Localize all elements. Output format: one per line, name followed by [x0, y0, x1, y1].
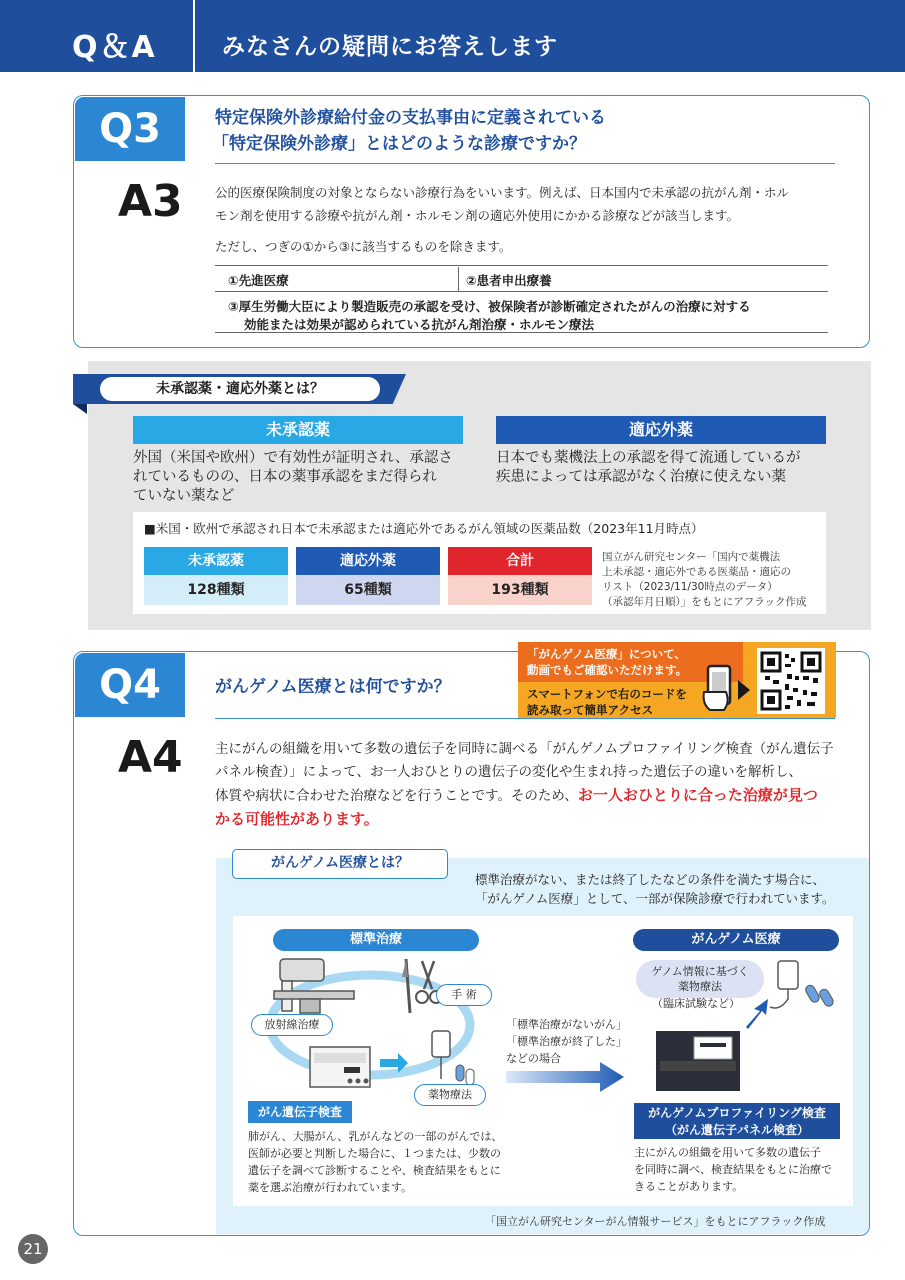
transition-line1: 「標準治療がないがん」 [506, 1018, 627, 1031]
stats-source-line3: リスト（2023/11/30時点のデータ） [602, 581, 778, 593]
transition-line3: などの場合 [506, 1052, 561, 1065]
genome-source: 「国立がん研究センターがん情報サービス」をもとにアフラック作成 [485, 1215, 826, 1228]
q4-question: がんゲノム医療とは何ですか？ [215, 677, 451, 697]
profiling-line1: がんゲノムプロファイリング検査 [648, 1106, 826, 1120]
tag-fold [73, 404, 87, 414]
stats-source-line1: 国立がん研究センター「国内で薬機法 [602, 551, 781, 563]
a4-highlight: お一人おひとりに合った治療が見つ [577, 786, 818, 804]
big-arrow-right-icon [506, 1062, 626, 1092]
q4-badge: Q4 [75, 653, 185, 717]
genome-bubble-note: （臨床試験など） [652, 997, 740, 1010]
iv-drip-icon [770, 961, 835, 1008]
q4-divider [215, 718, 835, 719]
q3-question-line2: 「特定保険外診療」とはどのような診療ですか？ [212, 134, 586, 154]
unapproved-tag: 未承認薬・適応外薬とは？ [100, 377, 380, 401]
exclude-item-3-line2: 効能または効果が認められている抗がん剤治療・ホルモン療法 [244, 317, 595, 332]
page-title: みなさんの疑問にお答えします [222, 34, 558, 60]
stats-source [602, 550, 807, 610]
genome-bubble-line1: ゲノム情報に基づく [651, 965, 749, 978]
stat-total-label: 合計 [448, 547, 592, 575]
stat-offlabel-value: 65種類 [296, 575, 440, 605]
table-col-divider [458, 267, 459, 291]
profiling-desc-line3: きることがあります。 [634, 1180, 744, 1193]
gene-test-line3: 遺伝子を調べて診断することや、検査結果をもとに [248, 1164, 501, 1177]
stats-source-line4: （承認年月日順）」をもとにアフラック作成 [602, 596, 807, 608]
genome-illustration [650, 955, 850, 1095]
a4-answer [215, 738, 834, 831]
gene-test-machine-icon [310, 1047, 370, 1087]
profiling-desc-line2: を同時に調べ、検査結果をもとに治療で [634, 1163, 832, 1176]
offlabel-desc-line2: 疾患によっては承認がなく治療に使えない薬 [496, 469, 786, 485]
stat-unapproved-value: 128種類 [144, 575, 288, 605]
exclude-item-1: ①先進医療 [228, 273, 289, 288]
stat-unapproved-label: 未承認薬 [144, 547, 288, 575]
a3-badge: A3 [118, 176, 183, 227]
profiling-desc-line1: 主にがんの組織を用いて多数の遺伝子 [634, 1146, 821, 1159]
a3-line2: モン剤を使用する診療や抗がん剤・ホルモン剤の適応外使用にかかる診療などが該当します。 [215, 208, 740, 223]
gene-test-tag: がん遺伝子検査 [248, 1101, 352, 1123]
q3-badge: Q3 [75, 97, 185, 161]
page-header [0, 0, 905, 72]
a4-line1: 主にがんの組織を用いて多数の遺伝子を同時に調べる「がんゲノムプロファイリング検査（がん遺伝子 [215, 741, 834, 757]
section-label: Q＆A [72, 30, 157, 65]
exclude-item-2: ②患者申出療養 [466, 273, 552, 288]
arrow-up-right-icon [746, 999, 768, 1029]
genome-whatis-line1: 標準治療がない、または終了したなどの条件を満たす場合に、 [475, 872, 826, 887]
genome-whatis-line2: 「がんゲノム医療」として、一部が保険診療で行われています。 [475, 891, 835, 906]
table-rule [215, 291, 828, 292]
video-line3: スマートフォンで右のコードを [527, 687, 687, 701]
offlabel-title: 適応外薬 [496, 416, 826, 444]
a4-highlight-2: かる可能性があります。 [215, 810, 379, 828]
page-number: 21 [18, 1234, 48, 1264]
stats-source-line2: 上未承認・適応外である医薬品・適応の [602, 566, 791, 578]
gene-test-line4: 薬を選ぶ治療が行われています。 [248, 1181, 413, 1194]
unapproved-desc-line1: 外国（米国や欧州）で有効性が証明され、承認さ [133, 450, 453, 466]
stats-title: ■米国・欧州で承認され日本で未承認または適応外であるがん領域の医薬品数（2023年11月時点） [144, 521, 704, 536]
unapproved-desc [133, 449, 453, 506]
qr-code[interactable] [757, 648, 825, 714]
sequencer-machine-icon [656, 1031, 740, 1091]
profiling-desc [634, 1144, 832, 1195]
smartphone-icon [700, 662, 752, 716]
video-line1: 「がんゲノム医療」について、 [527, 647, 686, 661]
table-rule [215, 332, 828, 333]
surgery-label: 手 術 [436, 984, 492, 1006]
video-promo-instruction [527, 686, 687, 718]
drug-therapy-label: 薬物療法 [414, 1084, 486, 1106]
header-divider [193, 0, 195, 72]
profiling-line2: （がん遺伝子パネル検査） [664, 1123, 809, 1137]
a4-line2: パネル検査）」によって、お一人おひとりの遺伝子の変化や生まれ持った遺伝子の違いを解析し、 [215, 764, 802, 780]
gene-test-line2: 医師が必要と判断した場合に、１つまたは、少数の [248, 1147, 501, 1160]
q3-divider [215, 163, 835, 164]
exclude-item-3-line1: ③厚生労働大臣により製造販売の承認を受け、被保険者が診断確定されたがんの治療に対する [228, 299, 751, 314]
genome-bubble-line2: 薬物療法 [678, 980, 722, 993]
transition-line2: 「標準治療が終了した」 [506, 1035, 627, 1048]
radiation-label: 放射線治療 [251, 1014, 333, 1036]
offlabel-desc [496, 449, 801, 487]
a4-badge: A4 [118, 732, 183, 783]
standard-treatment-title: 標準治療 [273, 929, 479, 951]
genome-medicine-title: がんゲノム医療 [633, 929, 839, 951]
unapproved-title: 未承認薬 [133, 416, 463, 444]
a3-line1: 公的医療保険制度の対象とならない診療行為をいいます。例えば、日本国内で未承認の抗がん剤・ホル [215, 185, 790, 200]
a3-exclude-note: ただし、つぎの①から③に該当するものを除きます。 [215, 239, 512, 254]
offlabel-desc-line1: 日本でも薬機法上の承認を得て流通しているが [496, 450, 801, 466]
gene-test-desc [248, 1128, 502, 1196]
profiling-test-tag [634, 1103, 840, 1139]
genome-whatis-tag: がんゲノム医療とは？ [232, 849, 448, 879]
table-rule [215, 265, 828, 266]
unapproved-desc-line2: れているものの、日本の薬事承認をまだ得られ [133, 469, 437, 485]
genome-whatis-desc [475, 870, 835, 908]
unapproved-desc-line3: ていない薬など [133, 488, 235, 504]
gene-test-line1: 肺がん、大腸がん、乳がんなどの一部のがんでは、 [248, 1130, 503, 1143]
transition-conditions [506, 1016, 627, 1067]
stat-offlabel-label: 適応外薬 [296, 547, 440, 575]
video-promo-text [527, 646, 687, 678]
a4-line3 [215, 784, 834, 808]
stat-total-value: 193種類 [448, 575, 592, 605]
a4-line3-plain: 体質や病状に合わせた治療などを行うことです。そのため、 [215, 788, 578, 804]
video-line2: 動画でもご確認いただけます。 [527, 663, 688, 677]
q3-question-line1: 特定保険外診療給付金の支払事由に定義されている [215, 108, 606, 128]
video-line4: 読み取って簡単アクセス [527, 703, 654, 717]
qr-code-icon [757, 648, 825, 714]
